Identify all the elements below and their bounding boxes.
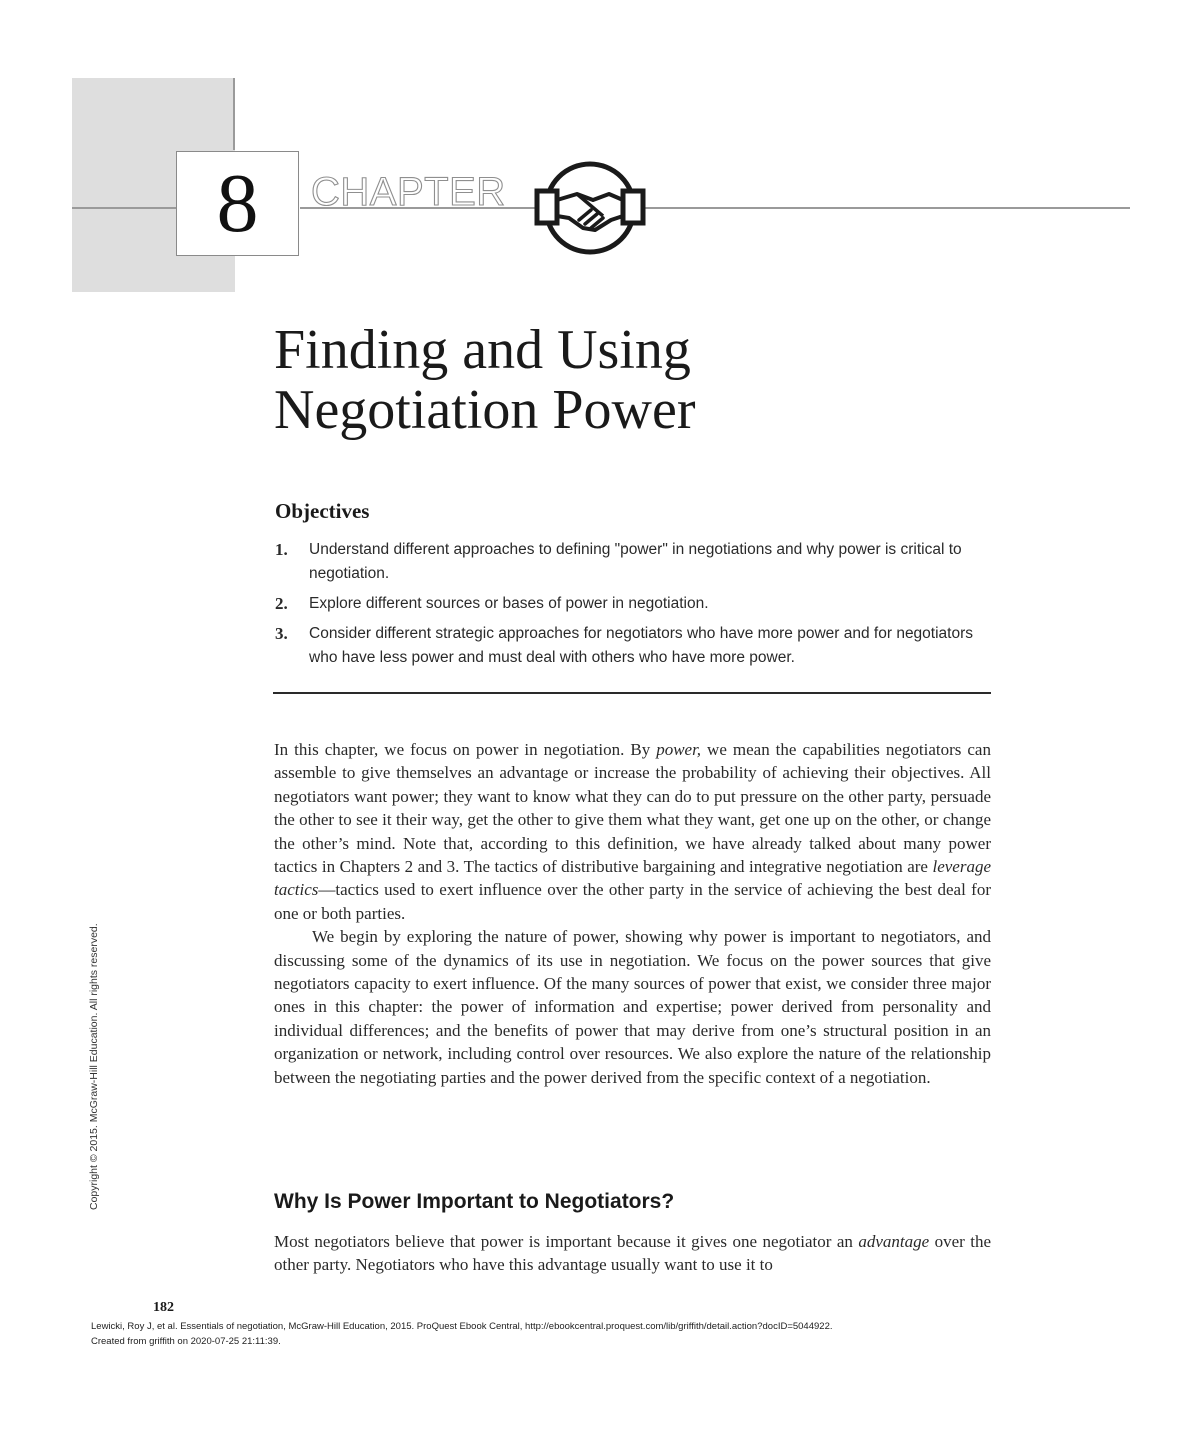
objective-text: Understand different approaches to defining "power" in negotiations and why power is critical to negotiation. (309, 541, 962, 582)
section-emphasis-advantage: advantage (858, 1232, 930, 1251)
objective-item (275, 592, 995, 616)
citation-line: Lewicki, Roy J, et al. Essentials of negotiation, McGraw-Hill Education, 2015. ProQuest Ebook Central, http://ebookcentral.proquest.com/lib/griffith/detail.action?docID=5044922. (91, 1321, 833, 1332)
objectives-heading: Objectives (275, 499, 370, 523)
objective-number: 2. (275, 594, 288, 613)
objective-text: Explore different sources or bases of power in negotiation. (309, 595, 709, 612)
handshake-icon (533, 158, 647, 258)
objective-item (275, 538, 995, 586)
objective-text: Consider different strategic approaches for negotiators who have more power and for negotiators who have less power and must deal with others who have more power. (309, 625, 974, 666)
intro-emphasis-power: power, (656, 740, 702, 759)
header-rule-left (72, 207, 176, 209)
intro-text-b: we mean the capabilities negotiators can assemble to give themselves an advantage or increase the probability of achieving their objectives. All negotiators want power; they want to know what they can do to put pressure on the other party, persuade the other to see it their way, get the other to give them what they want, get one up on the other, or change the other’s mind. Note that, according to this definition, we have already talked about many power tactics in Chapters 2 and 3. The tactics of distributive bargaining and integrative negotiation are (274, 740, 991, 877)
intro-paragraph-1 (274, 738, 991, 925)
copyright-notice: Copyright © 2015. McGraw-Hill Education. All rights reserved. (88, 923, 100, 1210)
section-text-a: Most negotiators believe that power is important because it gives one negotiator an (274, 1232, 859, 1251)
section-body (274, 1230, 991, 1277)
title-line-2: Negotiation Power (274, 379, 696, 441)
objective-number: 3. (275, 624, 288, 643)
created-line: Created from griffith on 2020-07-25 21:11:39. (91, 1336, 281, 1347)
chapter-number: 8 (176, 151, 299, 256)
objectives-list (275, 538, 995, 676)
title-line-1: Finding and Using (274, 319, 691, 381)
citation-footer (91, 1319, 1151, 1349)
chapter-title (274, 320, 695, 440)
page-number: 182 (153, 1300, 174, 1315)
objective-item (275, 622, 995, 670)
objectives-divider (273, 692, 991, 694)
section-text-b: over the other party. Negotiators who have this advantage usually want to use it to (274, 1232, 991, 1275)
objective-number: 1. (275, 540, 288, 559)
chapter-label: CHAPTER (311, 170, 506, 214)
chapter-intro (274, 738, 991, 1089)
intro-text-a: In this chapter, we focus on power in negotiation. By (274, 740, 657, 759)
intro-emphasis-leverage: leverage tactics (274, 857, 991, 900)
header-divider-vertical (233, 78, 235, 150)
section-heading: Why Is Power Important to Negotiators? (274, 1190, 675, 1213)
intro-text-c: —tactics used to exert influence over the other party in the service of achieving the best deal for one or both parties. (274, 880, 991, 923)
intro-paragraph-2: We begin by exploring the nature of power, showing why power is important to negotiators, and discussing some of the dynamics of its use in negotiation. We focus on the power sources that give negotiators capacity to exert influence. Of the many sources of power that exist, we consider three major ones in this chapter: the power of information and expertise; power derived from personality and individual differences; and the benefits of power that may derive from one’s structural position in an organization or network, including control over resources. We also explore the nature of the relationship between the negotiating parties and the power derived from the specific context of a negotiation. (274, 927, 991, 1087)
section-paragraph-1 (274, 1230, 991, 1277)
